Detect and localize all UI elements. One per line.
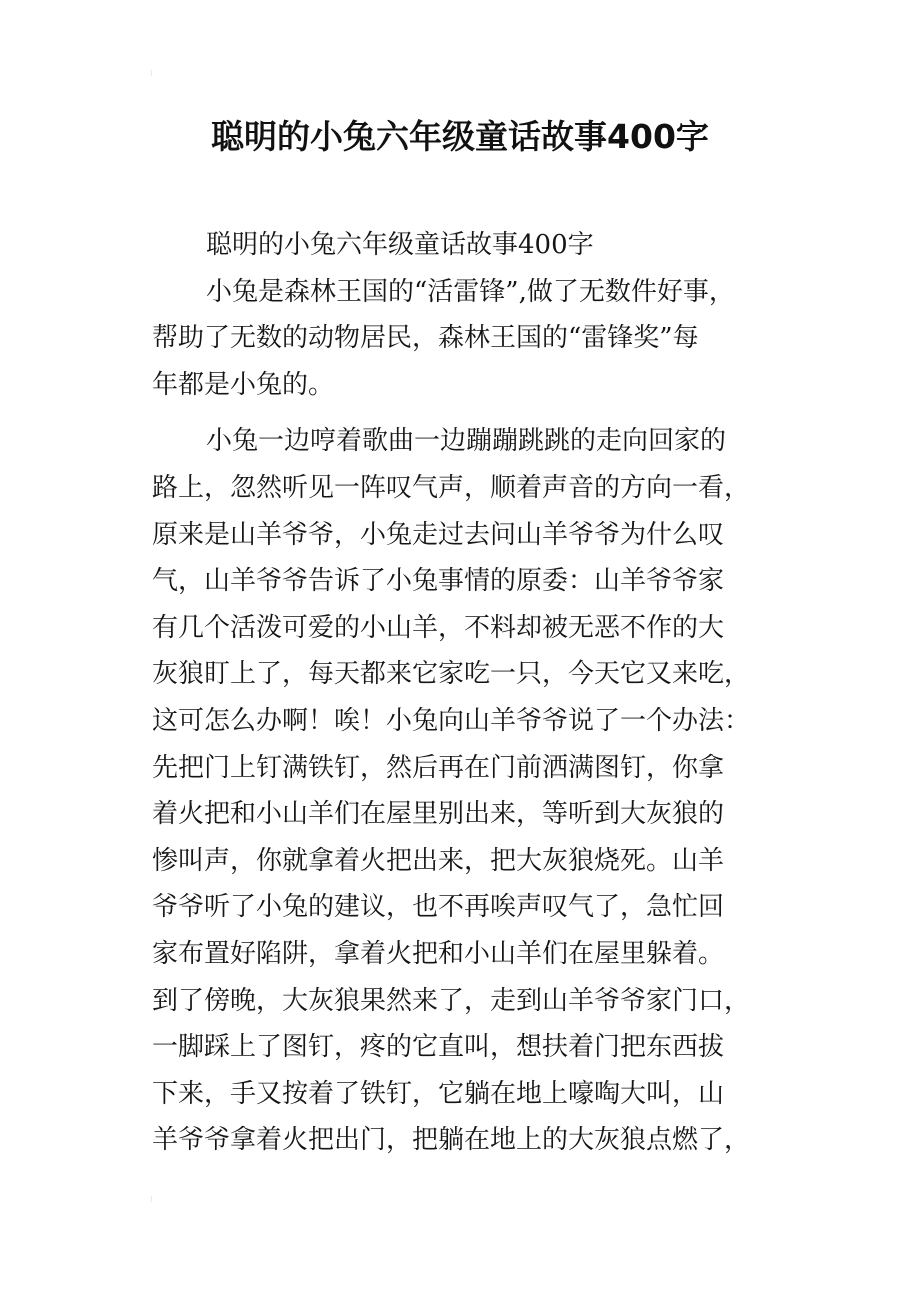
text-line: 先把门上钉满铁钉，然后再在门前洒满图钉，你拿 [152, 752, 725, 783]
text-line: 到了傍晚，大灰狼果然来了，走到山羊爷爷家门口， [152, 985, 751, 1016]
corner-crop-mark: ⁝ [150, 1195, 153, 1204]
text-line: 小兔是森林王国的“活雷锋”,做了无数件好事， [206, 276, 735, 307]
text-line: 帮助了无数的动物居民，森林王国的“雷锋奖”每 [152, 323, 699, 354]
document-title: 聪明的小兔六年级童话故事400字 [211, 117, 709, 156]
corner-crop-mark: ⁝ [150, 69, 153, 78]
document-body [152, 222, 782, 1164]
text-line: 有几个活泼可爱的小山羊，不料却被无恶不作的大 [152, 612, 725, 643]
text-line: 家布置好陷阱，拿着火把和小山羊们在屋里躲着。 [152, 938, 725, 969]
text-line: 小兔一边哼着歌曲一边蹦蹦跳跳的走向回家的 [206, 426, 727, 457]
paragraph-intro [152, 269, 782, 409]
text-line: 惨叫声，你就拿着火把出来，把大灰狼烧死。山羊 [152, 845, 725, 876]
text-line: 路上，忽然听见一阵叹气声，顺着声音的方向一看， [152, 472, 751, 503]
text-line: 这可怎么办啊！唉！小兔向山羊爷爷说了一个办法： [152, 705, 751, 736]
text-line: 下来，手又按着了铁钉，它躺在地上嚎啕大叫，山 [152, 1078, 725, 1109]
text-line: 羊爷爷拿着火把出门，把躺在地上的大灰狼点燃了， [152, 1125, 751, 1156]
text-line: 灰狼盯上了，每天都来它家吃一只，今天它又来吃， [152, 659, 751, 690]
text-line: 一脚踩上了图钉，疼的它直叫，想扶着门把东西拔 [152, 1032, 725, 1063]
paragraph-subtitle [152, 222, 782, 269]
text-line: 着火把和小山羊们在屋里别出来，等听到大灰狼的 [152, 799, 725, 830]
text-line: 爷爷听了小兔的建议，也不再唉声叹气了，急忙回 [152, 892, 725, 923]
paragraph-story [152, 418, 782, 1164]
text-line: 原来是山羊爷爷，小兔走过去问山羊爷爷为什么叹 [152, 519, 725, 550]
text-line: 气，山羊爷爷告诉了小兔事情的原委：山羊爷爷家 [152, 566, 725, 597]
text-line: 年都是小兔的。 [152, 369, 335, 400]
text-line: 聪明的小兔六年级童话故事400字 [206, 230, 594, 260]
